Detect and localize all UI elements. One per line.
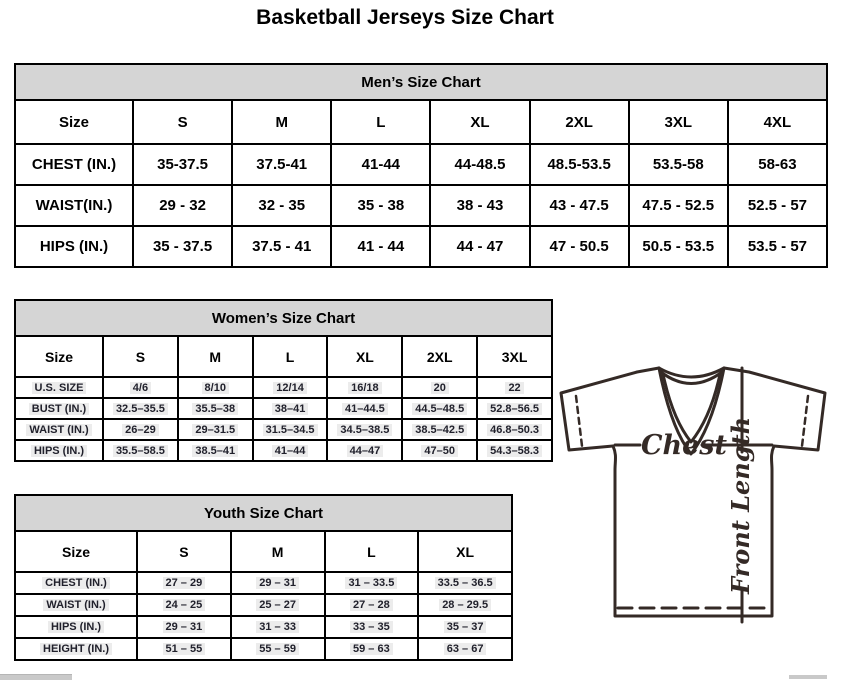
page-title: Basketball Jerseys Size Chart: [256, 6, 554, 29]
highlighted-text: 59 – 63: [350, 643, 393, 655]
table-cell: 52.5 - 57: [728, 185, 827, 226]
highlighted-text: HEIGHT (IN.): [40, 643, 112, 655]
table-cell: [325, 638, 419, 660]
womens_chart-col-header: Size: [15, 336, 103, 377]
womens_chart-col-header: L: [253, 336, 328, 377]
highlighted-text: 20: [431, 382, 449, 394]
table-cell: 35 - 38: [331, 185, 430, 226]
table-cell: [477, 440, 552, 461]
youth_chart-col-header: XL: [418, 531, 512, 572]
highlighted-text: 52.8–56.5: [487, 403, 542, 415]
highlighted-text: 44–47: [347, 445, 384, 457]
highlighted-text: 31 – 33.5: [345, 577, 397, 589]
row-label: [15, 419, 103, 440]
row-label: [15, 377, 103, 398]
row-label: CHEST (IN.): [15, 144, 133, 185]
highlighted-text: 8/10: [202, 382, 229, 394]
highlighted-text: 34.5–38.5: [337, 424, 392, 436]
highlighted-text: WAIST (IN.): [43, 599, 108, 611]
row-label: [15, 572, 137, 594]
mens-size-table: [14, 63, 828, 268]
highlighted-text: 47–50: [421, 445, 458, 457]
mens_chart-col-header: XL: [430, 100, 529, 144]
table-cell: 47.5 - 52.5: [629, 185, 728, 226]
highlighted-text: WAIST (IN.): [26, 424, 91, 436]
row-label: [15, 398, 103, 419]
jersey-diagram-svg: [556, 362, 828, 628]
table-cell: 41-44: [331, 144, 430, 185]
table-cell: [231, 572, 325, 594]
table-row: [15, 419, 552, 440]
table-cell: [137, 638, 231, 660]
highlighted-text: 38.5–41: [192, 445, 238, 457]
table-row: [15, 398, 552, 419]
table-cell: [418, 572, 512, 594]
highlighted-text: 38–41: [272, 403, 309, 415]
highlighted-text: 46.8–50.3: [487, 424, 542, 436]
table-row: [15, 185, 827, 226]
table-cell: 38 - 43: [430, 185, 529, 226]
highlighted-text: 25 – 27: [256, 599, 299, 611]
row-label: WAIST(IN.): [15, 185, 133, 226]
row-label: [15, 616, 137, 638]
table-cell: [178, 440, 253, 461]
table-row: [15, 440, 552, 461]
table-cell: [178, 377, 253, 398]
table-cell: [178, 419, 253, 440]
highlighted-text: 31 – 33: [256, 621, 299, 633]
table-cell: 48.5-53.5: [530, 144, 629, 185]
table-cell: [402, 377, 477, 398]
table-cell: 41 - 44: [331, 226, 430, 267]
table-cell: [253, 398, 328, 419]
highlighted-text: U.S. SIZE: [32, 382, 87, 394]
highlighted-text: 16/18: [348, 382, 382, 394]
table-cell: [231, 616, 325, 638]
highlighted-text: 26–29: [122, 424, 159, 436]
mens_chart-col-header: 4XL: [728, 100, 827, 144]
table-cell: [231, 594, 325, 616]
table-cell: [402, 419, 477, 440]
table-cell: 37.5-41: [232, 144, 331, 185]
jersey-measurement-diagram: [556, 362, 828, 628]
youth_chart-col-header: Size: [15, 531, 137, 572]
womens_chart-col-header: 2XL: [402, 336, 477, 377]
highlighted-text: 32.5–35.5: [113, 403, 168, 415]
highlighted-text: 22: [505, 382, 523, 394]
highlighted-text: 41–44: [272, 445, 309, 457]
highlighted-text: 27 – 28: [350, 599, 393, 611]
table-cell: [477, 419, 552, 440]
womens_chart-col-header: XL: [327, 336, 402, 377]
table-row: [15, 377, 552, 398]
table-cell: [327, 398, 402, 419]
highlighted-text: 12/14: [273, 382, 307, 394]
table-row: [15, 226, 827, 267]
table-cell: 29 - 32: [133, 185, 232, 226]
table-cell: [418, 638, 512, 660]
table-cell: [477, 398, 552, 419]
scrollbar-fragment-right[interactable]: [789, 675, 827, 679]
highlighted-text: 33 – 35: [350, 621, 393, 633]
highlighted-text: 28 – 29.5: [439, 599, 491, 611]
highlighted-text: HIPS (IN.): [48, 621, 104, 633]
table-cell: [137, 594, 231, 616]
table-row: [15, 144, 827, 185]
table-cell: [103, 440, 178, 461]
table-cell: 44-48.5: [430, 144, 529, 185]
highlighted-text: 33.5 – 36.5: [435, 577, 496, 589]
mens_chart-col-header: M: [232, 100, 331, 144]
table-cell: [325, 572, 419, 594]
mens_chart-col-header: 2XL: [530, 100, 629, 144]
table-cell: [325, 616, 419, 638]
highlighted-text: 35.5–58.5: [113, 445, 168, 457]
table-cell: [253, 419, 328, 440]
womens_chart-col-header: S: [103, 336, 178, 377]
table-cell: [231, 638, 325, 660]
row-label: [15, 638, 137, 660]
highlighted-text: 55 – 59: [256, 643, 299, 655]
table-row: [15, 638, 512, 660]
table-cell: 32 - 35: [232, 185, 331, 226]
womens-size-table: [14, 299, 553, 462]
table-cell: [325, 594, 419, 616]
highlighted-text: 29 – 31: [163, 621, 206, 633]
table-cell: [402, 398, 477, 419]
table-cell: 44 - 47: [430, 226, 529, 267]
youth_chart-col-header: L: [325, 531, 419, 572]
table-cell: 53.5-58: [629, 144, 728, 185]
row-label: [15, 440, 103, 461]
mens_chart-title: Men’s Size Chart: [15, 64, 827, 100]
table-cell: [103, 377, 178, 398]
mens_chart-col-header: L: [331, 100, 430, 144]
highlighted-text: 35 – 37: [444, 621, 487, 633]
highlighted-text: 27 – 29: [163, 577, 206, 589]
highlighted-text: 38.5–42.5: [412, 424, 467, 436]
table-cell: [327, 440, 402, 461]
highlighted-text: 29–31.5: [192, 424, 238, 436]
table-cell: [178, 398, 253, 419]
highlighted-text: 41–44.5: [342, 403, 388, 415]
youth-size-table: [14, 494, 513, 661]
highlighted-text: 24 – 25: [163, 599, 206, 611]
mens_chart-col-header: Size: [15, 100, 133, 144]
mens_chart-col-header: 3XL: [629, 100, 728, 144]
table-cell: 35 - 37.5: [133, 226, 232, 267]
table-cell: [402, 440, 477, 461]
highlighted-text: 54.3–58.3: [487, 445, 542, 457]
jersey-right-cuff-dashes: [802, 396, 808, 446]
table-cell: [327, 419, 402, 440]
table-cell: 37.5 - 41: [232, 226, 331, 267]
table-cell: [103, 398, 178, 419]
table-cell: 43 - 47.5: [530, 185, 629, 226]
chest-label: Chest: [641, 430, 727, 461]
highlighted-text: 29 – 31: [256, 577, 299, 589]
scrollbar-fragment-left[interactable]: [0, 674, 72, 680]
table-cell: [253, 377, 328, 398]
womens_chart-col-header: M: [178, 336, 253, 377]
highlighted-text: HIPS (IN.): [31, 445, 87, 457]
table-cell: [477, 377, 552, 398]
table-cell: 53.5 - 57: [728, 226, 827, 267]
front-length-label: Front Length: [726, 416, 755, 594]
table-cell: 47 - 50.5: [530, 226, 629, 267]
highlighted-text: BUST (IN.): [29, 403, 89, 415]
table-row: [15, 594, 512, 616]
mens_chart-col-header: S: [133, 100, 232, 144]
highlighted-text: 4/6: [130, 382, 151, 394]
table-row: [15, 572, 512, 594]
womens_chart-title: Women’s Size Chart: [15, 300, 552, 336]
highlighted-text: 35.5–38: [192, 403, 238, 415]
table-cell: [327, 377, 402, 398]
table-cell: [103, 419, 178, 440]
highlighted-text: 31.5–34.5: [263, 424, 318, 436]
jersey-outline: [561, 368, 825, 616]
highlighted-text: 51 – 55: [163, 643, 206, 655]
highlighted-text: CHEST (IN.): [42, 577, 110, 589]
table-cell: [253, 440, 328, 461]
table-cell: [137, 572, 231, 594]
table-cell: 50.5 - 53.5: [629, 226, 728, 267]
row-label: HIPS (IN.): [15, 226, 133, 267]
highlighted-text: 63 – 67: [444, 643, 487, 655]
womens_chart-col-header: 3XL: [477, 336, 552, 377]
table-cell: 35-37.5: [133, 144, 232, 185]
row-label: [15, 594, 137, 616]
highlighted-text: 44.5–48.5: [412, 403, 467, 415]
youth_chart-col-header: M: [231, 531, 325, 572]
table-cell: [418, 594, 512, 616]
table-row: [15, 616, 512, 638]
youth_chart-col-header: S: [137, 531, 231, 572]
youth_chart-title: Youth Size Chart: [15, 495, 512, 531]
table-cell: [418, 616, 512, 638]
table-cell: 58-63: [728, 144, 827, 185]
jersey-left-cuff-dashes: [576, 396, 582, 446]
table-cell: [137, 616, 231, 638]
